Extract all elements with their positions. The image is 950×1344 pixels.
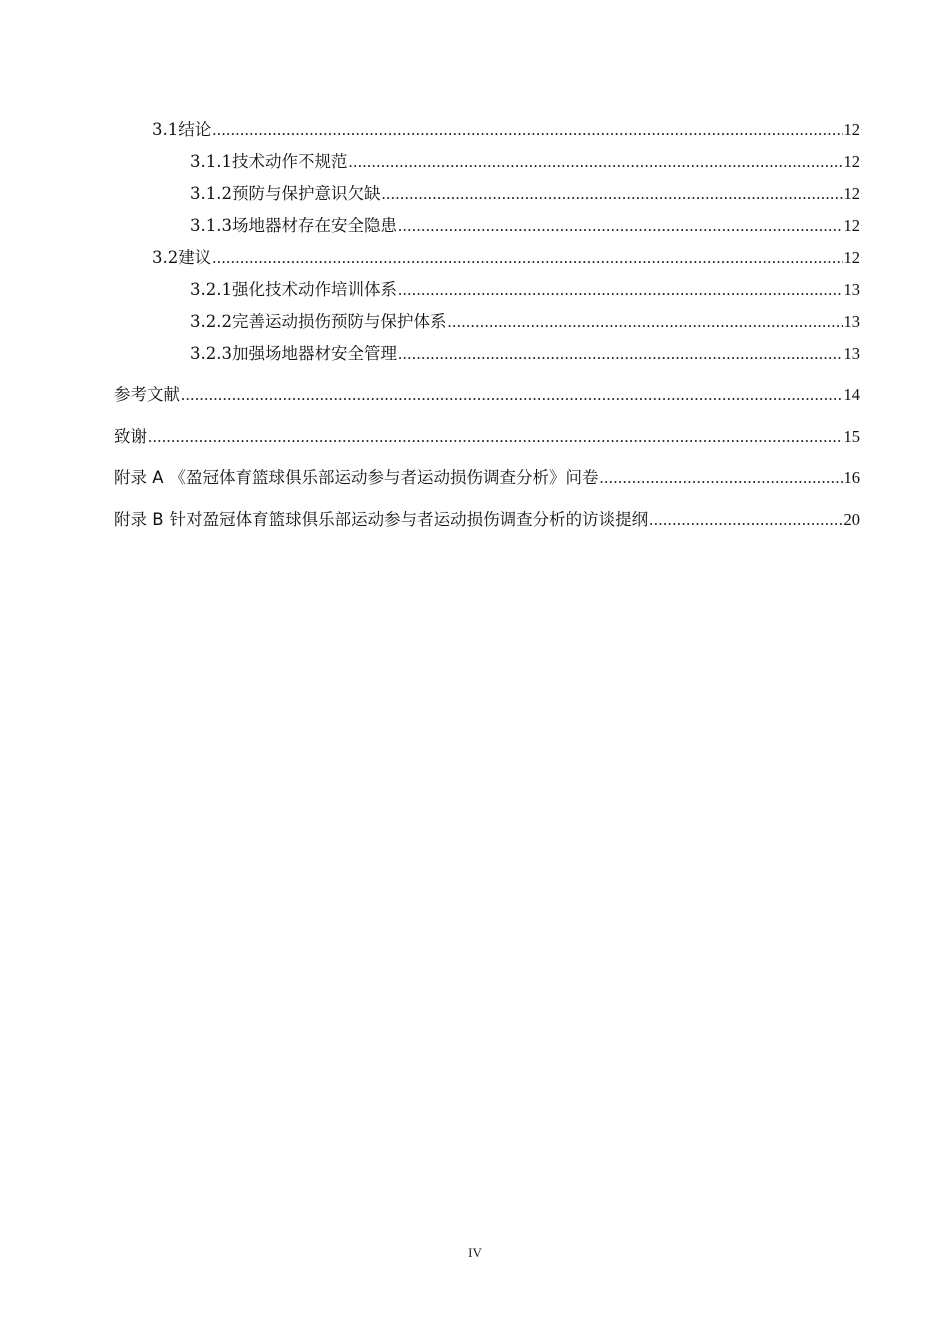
toc-entry-acknowledgements[interactable]: [114, 426, 860, 448]
toc-entry-number: 3.1.3: [190, 216, 232, 235]
toc-entry-page: 20: [843, 510, 860, 529]
toc-entry-title: 《盈冠体育篮球俱乐部运动参与者运动损伤调查分析》问卷: [169, 468, 599, 487]
toc-entry-appendix-a[interactable]: [114, 467, 860, 489]
dot-leader: [447, 311, 842, 333]
dot-leader: [212, 247, 842, 269]
toc-entry-3-1-3[interactable]: [190, 215, 860, 237]
toc-entry-3-2[interactable]: [152, 247, 860, 269]
dot-leader: [600, 467, 843, 489]
dot-leader: [398, 343, 843, 365]
toc-entry-page: 12: [843, 152, 860, 171]
toc-entry-title: 结论: [178, 120, 212, 139]
toc-entry-3-2-1[interactable]: [190, 279, 860, 301]
dot-leader: [148, 426, 843, 448]
toc-entry-page: 13: [843, 312, 860, 331]
dot-leader: [181, 384, 843, 406]
toc-entry-title: 加强场地器材安全管理: [231, 344, 397, 363]
toc-entry-3-1[interactable]: [152, 119, 860, 141]
toc-entry-number: 3.1: [152, 120, 179, 139]
toc-entry-number: 3.2.3: [190, 344, 232, 363]
dot-leader: [649, 509, 842, 531]
toc-entry-number: 3.2.1: [190, 280, 232, 299]
toc-entry-page: 15: [843, 427, 860, 446]
toc-entry-title: 预防与保护意识欠缺: [231, 184, 381, 203]
toc-entry-appendix-b[interactable]: [114, 509, 860, 531]
dot-leader: [398, 215, 843, 237]
toc-entry-3-2-3[interactable]: [190, 343, 860, 365]
dot-leader: [212, 119, 842, 141]
toc-entry-title: 建议: [178, 248, 212, 267]
dot-leader: [398, 279, 843, 301]
toc-entry-number: 附录 B: [114, 510, 164, 529]
toc-entry-page: 12: [843, 184, 860, 203]
toc-entry-page: 13: [843, 344, 860, 363]
toc-entry-title: 场地器材存在安全隐患: [231, 216, 397, 235]
dot-leader: [348, 151, 842, 173]
toc-entry-page: 12: [843, 248, 860, 267]
toc-entry-number: 3.2.2: [190, 312, 232, 331]
toc-entry-title: 完善运动损伤预防与保护体系: [231, 312, 447, 331]
toc-entry-title: 针对盈冠体育篮球俱乐部运动参与者运动损伤调查分析的访谈提纲: [169, 510, 649, 529]
toc-entry-page: 14: [843, 385, 860, 404]
toc-entry-title: 技术动作不规范: [231, 152, 348, 171]
toc-entry-page: 13: [843, 280, 860, 299]
toc-entry-title: 参考文献: [114, 385, 180, 404]
toc-entry-page: 12: [843, 216, 860, 235]
toc-entry-references[interactable]: [114, 384, 860, 406]
toc-entry-page: 12: [843, 120, 860, 139]
toc-entry-3-2-2[interactable]: [190, 311, 860, 333]
toc-entry-title: 致谢: [114, 427, 147, 446]
dot-leader: [381, 183, 842, 205]
page-number: IV: [468, 1245, 482, 1260]
toc-entry-number: 3.2: [152, 248, 179, 267]
toc-entry-number: 3.1.1: [190, 152, 232, 171]
toc-entry-page: 16: [843, 468, 860, 487]
toc-entry-number: 3.1.2: [190, 184, 232, 203]
toc-entry-3-1-2[interactable]: [190, 183, 860, 205]
toc-entry-number: 附录 A: [114, 468, 164, 487]
toc-entry-3-1-1[interactable]: [190, 151, 860, 173]
toc-entry-title: 强化技术动作培训体系: [231, 280, 397, 299]
